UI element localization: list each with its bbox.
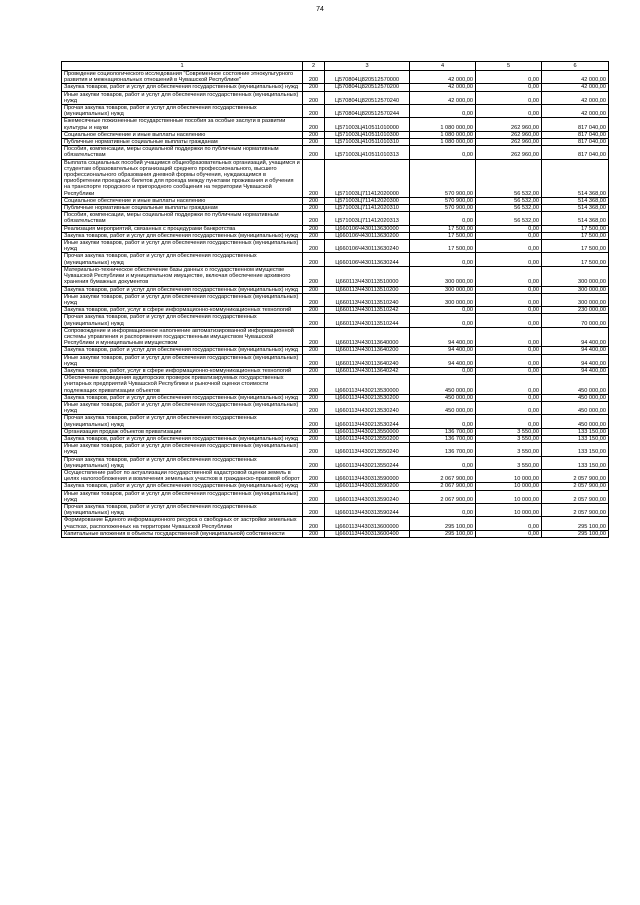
cell-executed: 262 960,00 xyxy=(476,146,542,159)
cell-admin-code: 200 xyxy=(303,327,325,347)
cell-name: Проведение социологического исследования "Современное состояние этнокультурного развития и межнациональных отношений в Чувашской Республике" xyxy=(62,71,303,84)
cell-name: Закупка товаров, работ и услуг для обеспечения государственных (муниципальных) нужд xyxy=(62,394,303,401)
cell-name: Закупка товаров, работ и услуг для обеспечения государственных (муниципальных) нужд xyxy=(62,483,303,490)
cell-executed: 0,00 xyxy=(476,84,542,91)
cell-budget-code: Ц570804Ц820512570000 xyxy=(325,71,410,84)
cell-remaining: 133 150,00 xyxy=(542,435,609,442)
cell-approved: 94 400,00 xyxy=(410,327,476,347)
cell-executed: 0,00 xyxy=(476,240,542,253)
cell-budget-code: Ц660106Ч430113630240 xyxy=(325,240,410,253)
cell-admin-code: 200 xyxy=(303,307,325,314)
cell-approved: 1 080 000,00 xyxy=(410,139,476,146)
cell-budget-code: Ц660113Ч430213550244 xyxy=(325,456,410,469)
cell-remaining: 230 000,00 xyxy=(542,307,609,314)
table-row xyxy=(62,131,609,138)
cell-budget-code: Ц571003Ц711412020300 xyxy=(325,197,410,204)
cell-name: Пособия, компенсации, меры социальной поддержки по публичным нормативным обязательствам xyxy=(62,146,303,159)
table-row xyxy=(62,286,609,293)
cell-executed: 0,00 xyxy=(476,105,542,118)
cell-admin-code: 200 xyxy=(303,394,325,401)
cell-approved: 0,00 xyxy=(410,253,476,266)
cell-executed: 3 550,00 xyxy=(476,435,542,442)
cell-remaining: 133 150,00 xyxy=(542,428,609,435)
cell-budget-code: Ц570804Ц820512570240 xyxy=(325,91,410,104)
cell-remaining: 2 057 900,00 xyxy=(542,483,609,490)
cell-admin-code: 200 xyxy=(303,146,325,159)
cell-remaining: 450 000,00 xyxy=(542,375,609,395)
table-row xyxy=(62,307,609,314)
cell-remaining: 17 500,00 xyxy=(542,232,609,239)
budget-table xyxy=(61,61,609,538)
table-row xyxy=(62,240,609,253)
cell-admin-code: 200 xyxy=(303,490,325,503)
cell-executed: 262 960,00 xyxy=(476,118,542,131)
cell-approved: 0,00 xyxy=(410,367,476,374)
cell-budget-code: Ц571003Ц711412020310 xyxy=(325,205,410,212)
table-row xyxy=(62,205,609,212)
cell-admin-code: 200 xyxy=(303,415,325,428)
cell-name: Иные закупки товаров, работ и услуг для обеспечения государственных (муниципальных) нужд xyxy=(62,354,303,367)
table-row xyxy=(62,314,609,327)
cell-remaining: 817 040,00 xyxy=(542,118,609,131)
cell-approved: 300 000,00 xyxy=(410,286,476,293)
cell-budget-code: Ц660113Ч430113510242 xyxy=(325,307,410,314)
cell-remaining: 2 057 900,00 xyxy=(542,490,609,503)
cell-executed: 0,00 xyxy=(476,253,542,266)
cell-approved: 450 000,00 xyxy=(410,394,476,401)
column-header: 1 xyxy=(62,62,303,71)
cell-name: Сопровождение и информационное наполнение автоматизированной информационной системы управления и распоряжения государственным имуществом Чувашской Республики и муниципальным имуществом xyxy=(62,327,303,347)
cell-budget-code: Ц571003Ц410511010313 xyxy=(325,146,410,159)
cell-budget-code: Ц660113Ч430313590200 xyxy=(325,483,410,490)
cell-executed: 0,00 xyxy=(476,266,542,286)
cell-approved: 17 500,00 xyxy=(410,225,476,232)
cell-name: Закупка товаров, работ и услуг для обеспечения государственных (муниципальных) нужд xyxy=(62,286,303,293)
cell-remaining: 133 150,00 xyxy=(542,443,609,456)
cell-name: Формирование Единого информационного ресурса о свободных от застройки земельных участках, расположенных на территории Чувашской Республики xyxy=(62,517,303,530)
cell-approved: 0,00 xyxy=(410,146,476,159)
cell-remaining: 17 500,00 xyxy=(542,253,609,266)
cell-admin-code: 200 xyxy=(303,253,325,266)
cell-budget-code: Ц660113Ч430113510244 xyxy=(325,314,410,327)
cell-executed: 0,00 xyxy=(476,415,542,428)
cell-remaining: 42 000,00 xyxy=(542,71,609,84)
table-row xyxy=(62,517,609,530)
cell-admin-code: 200 xyxy=(303,469,325,482)
cell-name: Пособия, компенсации, меры социальной поддержки по публичным нормативным обязательствам xyxy=(62,212,303,225)
cell-admin-code: 200 xyxy=(303,131,325,138)
cell-remaining: 514 368,00 xyxy=(542,159,609,197)
cell-admin-code: 200 xyxy=(303,428,325,435)
cell-remaining: 94 400,00 xyxy=(542,347,609,354)
cell-name: Иные закупки товаров, работ и услуг для обеспечения государственных (муниципальных) нужд xyxy=(62,401,303,414)
cell-budget-code: Ц660113Ч430313590244 xyxy=(325,504,410,517)
cell-approved: 570 900,00 xyxy=(410,197,476,204)
table-row xyxy=(62,225,609,232)
cell-remaining: 300 000,00 xyxy=(542,266,609,286)
cell-remaining: 17 500,00 xyxy=(542,225,609,232)
cell-executed: 0,00 xyxy=(476,530,542,537)
cell-name: Закупка товаров, работ, услуг в сфере информационно-коммуникационных технологий xyxy=(62,367,303,374)
table-row xyxy=(62,375,609,395)
table-row xyxy=(62,490,609,503)
cell-executed: 262 960,00 xyxy=(476,131,542,138)
cell-admin-code: 200 xyxy=(303,266,325,286)
cell-executed: 0,00 xyxy=(476,327,542,347)
cell-remaining: 17 500,00 xyxy=(542,240,609,253)
cell-budget-code: Ц660113Ч430213550240 xyxy=(325,443,410,456)
cell-approved: 300 000,00 xyxy=(410,266,476,286)
cell-budget-code: Ц660113Ч430113640000 xyxy=(325,327,410,347)
cell-executed: 3 550,00 xyxy=(476,443,542,456)
table-row xyxy=(62,415,609,428)
column-header: 2 xyxy=(303,62,325,71)
cell-name: Осуществление работ по актуализации государственной кадастровой оценки земель в целях налогообложения и вовлечения земельных участков в гражданско-правовой оборот xyxy=(62,469,303,482)
cell-admin-code: 200 xyxy=(303,197,325,204)
cell-approved: 570 900,00 xyxy=(410,159,476,197)
cell-executed: 0,00 xyxy=(476,71,542,84)
cell-name: Прочая закупка товаров, работ и услуг для обеспечения государственных (муниципальных) нужд xyxy=(62,253,303,266)
table-row xyxy=(62,197,609,204)
cell-admin-code: 200 xyxy=(303,504,325,517)
cell-name: Публичные нормативные социальные выплаты гражданам xyxy=(62,205,303,212)
table-row xyxy=(62,327,609,347)
cell-name: Организация продаж объектов приватизации xyxy=(62,428,303,435)
cell-remaining: 300 000,00 xyxy=(542,293,609,306)
cell-approved: 300 000,00 xyxy=(410,293,476,306)
cell-admin-code: 200 xyxy=(303,530,325,537)
table-row xyxy=(62,354,609,367)
cell-executed: 0,00 xyxy=(476,347,542,354)
cell-admin-code: 200 xyxy=(303,139,325,146)
cell-budget-code: Ц660106Ч430113630244 xyxy=(325,253,410,266)
column-header: 4 xyxy=(410,62,476,71)
cell-approved: 0,00 xyxy=(410,456,476,469)
cell-name: Прочая закупка товаров, работ и услуг для обеспечения государственных (муниципальных) нужд xyxy=(62,456,303,469)
cell-budget-code: Ц660113Ч430213530200 xyxy=(325,394,410,401)
cell-budget-code: Ц660113Ч430113640242 xyxy=(325,367,410,374)
table-row xyxy=(62,139,609,146)
cell-name: Иные закупки товаров, работ и услуг для обеспечения государственных (муниципальных) нужд xyxy=(62,240,303,253)
cell-budget-code: Ц660113Ч430313590240 xyxy=(325,490,410,503)
cell-budget-code: Ц660113Ч430113510000 xyxy=(325,266,410,286)
cell-budget-code: Ц660113Ч430213550200 xyxy=(325,435,410,442)
cell-name: Закупка товаров, работ и услуг для обеспечения государственных (муниципальных) нужд xyxy=(62,84,303,91)
cell-name: Социальное обеспечение и иные выплаты населению xyxy=(62,197,303,204)
cell-approved: 94 400,00 xyxy=(410,347,476,354)
cell-admin-code: 200 xyxy=(303,159,325,197)
cell-remaining: 94 400,00 xyxy=(542,354,609,367)
cell-approved: 2 067 900,00 xyxy=(410,490,476,503)
cell-admin-code: 200 xyxy=(303,71,325,84)
cell-name: Ежемесячные пожизненные государственные пособия за особые заслуги в развитии культуры и науки xyxy=(62,118,303,131)
cell-admin-code: 200 xyxy=(303,293,325,306)
cell-admin-code: 200 xyxy=(303,483,325,490)
cell-approved: 0,00 xyxy=(410,415,476,428)
cell-budget-code: Ц660113Ч430113640200 xyxy=(325,347,410,354)
cell-name: Закупка товаров, работ и услуг для обеспечения государственных (муниципальных) нужд xyxy=(62,435,303,442)
cell-budget-code: Ц660113Ч430113640240 xyxy=(325,354,410,367)
cell-budget-code: Ц660113Ч430313600400 xyxy=(325,530,410,537)
cell-approved: 295 100,00 xyxy=(410,517,476,530)
cell-budget-code: Ц571003Ц711412020000 xyxy=(325,159,410,197)
table-row xyxy=(62,212,609,225)
cell-budget-code: Ц660113Ч430313600000 xyxy=(325,517,410,530)
cell-admin-code: 200 xyxy=(303,91,325,104)
cell-remaining: 514 368,00 xyxy=(542,197,609,204)
cell-admin-code: 200 xyxy=(303,367,325,374)
column-header: 6 xyxy=(542,62,609,71)
cell-remaining: 295 100,00 xyxy=(542,530,609,537)
cell-remaining: 42 000,00 xyxy=(542,91,609,104)
cell-approved: 42 000,00 xyxy=(410,91,476,104)
cell-name: Материально-техническое обеспечение базы данных о государственном имуществе Чувашской Республики и муниципальном имуществе, включая обеспечение архивного хранения бумажных документов xyxy=(62,266,303,286)
cell-executed: 3 550,00 xyxy=(476,456,542,469)
cell-approved: 17 500,00 xyxy=(410,232,476,239)
cell-approved: 42 000,00 xyxy=(410,84,476,91)
cell-admin-code: 200 xyxy=(303,517,325,530)
cell-executed: 0,00 xyxy=(476,225,542,232)
cell-executed: 0,00 xyxy=(476,354,542,367)
cell-executed: 262 960,00 xyxy=(476,139,542,146)
table-row xyxy=(62,530,609,537)
cell-executed: 0,00 xyxy=(476,401,542,414)
cell-approved: 17 500,00 xyxy=(410,240,476,253)
cell-executed: 56 532,00 xyxy=(476,212,542,225)
cell-executed: 56 532,00 xyxy=(476,205,542,212)
cell-remaining: 2 057 900,00 xyxy=(542,504,609,517)
cell-name: Обеспечение проведения аудиторских проверок приватизируемых государственных унитарных предприятий Чувашской Республики и рыночной оценки стоимости подлежащих приватизации объектов xyxy=(62,375,303,395)
cell-name: Закупка товаров, работ, услуг в сфере информационно-коммуникационных технологий xyxy=(62,307,303,314)
cell-remaining: 450 000,00 xyxy=(542,401,609,414)
cell-budget-code: Ц660113Ч430213530240 xyxy=(325,401,410,414)
cell-budget-code: Ц660113Ч430113510200 xyxy=(325,286,410,293)
cell-remaining: 94 400,00 xyxy=(542,327,609,347)
cell-name: Иные закупки товаров, работ и услуг для обеспечения государственных (муниципальных) нужд xyxy=(62,443,303,456)
table-row xyxy=(62,401,609,414)
cell-name: Закупка товаров, работ и услуг для обеспечения государственных (муниципальных) нужд xyxy=(62,232,303,239)
cell-budget-code: Ц570804Ц820512570244 xyxy=(325,105,410,118)
cell-admin-code: 200 xyxy=(303,240,325,253)
cell-approved: 0,00 xyxy=(410,314,476,327)
cell-remaining: 295 100,00 xyxy=(542,517,609,530)
cell-executed: 0,00 xyxy=(476,314,542,327)
cell-budget-code: Ц660113Ч430213550000 xyxy=(325,428,410,435)
cell-admin-code: 200 xyxy=(303,118,325,131)
cell-admin-code: 200 xyxy=(303,435,325,442)
cell-remaining: 42 000,00 xyxy=(542,84,609,91)
cell-approved: 0,00 xyxy=(410,307,476,314)
cell-executed: 10 000,00 xyxy=(476,483,542,490)
cell-remaining: 133 150,00 xyxy=(542,456,609,469)
table-row xyxy=(62,293,609,306)
cell-executed: 0,00 xyxy=(476,293,542,306)
cell-approved: 450 000,00 xyxy=(410,375,476,395)
cell-remaining: 94 400,00 xyxy=(542,367,609,374)
table-body xyxy=(62,71,609,538)
cell-name: Прочая закупка товаров, работ и услуг для обеспечения государственных (муниципальных) нужд xyxy=(62,105,303,118)
cell-executed: 56 532,00 xyxy=(476,159,542,197)
cell-admin-code: 200 xyxy=(303,205,325,212)
cell-remaining: 514 368,00 xyxy=(542,212,609,225)
cell-approved: 450 000,00 xyxy=(410,401,476,414)
cell-budget-code: Ц570804Ц820512570200 xyxy=(325,84,410,91)
cell-executed: 10 000,00 xyxy=(476,504,542,517)
cell-admin-code: 200 xyxy=(303,347,325,354)
cell-name: Выплата социальных пособий учащимся общеобразовательных организаций, учащимся и студентам образовательных организаций среднего профессионального, высшего профессионального образования дневной формы обучения, нуждающимся в приобретении проездных билетов для проезда между пунктами проживания и обучения на транспорте городского и пригородного сообщения на территории Чувашской Республики xyxy=(62,159,303,197)
table-row xyxy=(62,443,609,456)
table-row xyxy=(62,232,609,239)
cell-name: Реализация мероприятий, связанных с процедурами банкротства xyxy=(62,225,303,232)
cell-remaining: 450 000,00 xyxy=(542,415,609,428)
cell-remaining: 2 057 900,00 xyxy=(542,469,609,482)
cell-executed: 3 550,00 xyxy=(476,428,542,435)
cell-approved: 2 067 900,00 xyxy=(410,483,476,490)
cell-remaining: 450 000,00 xyxy=(542,394,609,401)
cell-approved: 0,00 xyxy=(410,212,476,225)
cell-executed: 0,00 xyxy=(476,375,542,395)
table-row xyxy=(62,71,609,84)
cell-remaining: 42 000,00 xyxy=(542,105,609,118)
cell-admin-code: 200 xyxy=(303,286,325,293)
cell-approved: 1 080 000,00 xyxy=(410,118,476,131)
page-number: 74 xyxy=(316,6,324,13)
table-row xyxy=(62,504,609,517)
cell-remaining: 817 040,00 xyxy=(542,131,609,138)
cell-executed: 0,00 xyxy=(476,91,542,104)
cell-admin-code: 200 xyxy=(303,443,325,456)
column-header: 3 xyxy=(325,62,410,71)
table-row xyxy=(62,146,609,159)
table-row xyxy=(62,118,609,131)
table-row xyxy=(62,84,609,91)
table-row xyxy=(62,469,609,482)
table-row xyxy=(62,435,609,442)
cell-executed: 0,00 xyxy=(476,394,542,401)
cell-name: Публичные нормативные социальные выплаты гражданам xyxy=(62,139,303,146)
cell-budget-code: Ц571003Ц410511010000 xyxy=(325,118,410,131)
cell-executed: 0,00 xyxy=(476,517,542,530)
cell-budget-code: Ц571003Ц410511010310 xyxy=(325,139,410,146)
cell-approved: 136 700,00 xyxy=(410,443,476,456)
table-row xyxy=(62,253,609,266)
cell-admin-code: 200 xyxy=(303,225,325,232)
cell-executed: 10 000,00 xyxy=(476,469,542,482)
cell-admin-code: 200 xyxy=(303,375,325,395)
cell-remaining: 300 000,00 xyxy=(542,286,609,293)
cell-admin-code: 200 xyxy=(303,232,325,239)
cell-name: Закупка товаров, работ и услуг для обеспечения государственных (муниципальных) нужд xyxy=(62,347,303,354)
cell-executed: 0,00 xyxy=(476,367,542,374)
table-row xyxy=(62,428,609,435)
cell-executed: 10 000,00 xyxy=(476,490,542,503)
cell-budget-code: Ц571003Ц410511010300 xyxy=(325,131,410,138)
cell-approved: 0,00 xyxy=(410,105,476,118)
table-row xyxy=(62,91,609,104)
cell-executed: 56 532,00 xyxy=(476,197,542,204)
cell-name: Прочая закупка товаров, работ и услуг для обеспечения государственных (муниципальных) нужд xyxy=(62,415,303,428)
cell-admin-code: 200 xyxy=(303,354,325,367)
table-row xyxy=(62,347,609,354)
cell-approved: 42 000,00 xyxy=(410,71,476,84)
cell-budget-code: Ц660113Ч430213530000 xyxy=(325,375,410,395)
cell-admin-code: 200 xyxy=(303,212,325,225)
cell-remaining: 514 368,00 xyxy=(542,205,609,212)
table-row xyxy=(62,105,609,118)
table-row xyxy=(62,456,609,469)
cell-approved: 2 067 900,00 xyxy=(410,469,476,482)
table-row xyxy=(62,159,609,197)
cell-budget-code: Ц660106Ч430113630000 xyxy=(325,225,410,232)
cell-remaining: 817 040,00 xyxy=(542,146,609,159)
cell-admin-code: 200 xyxy=(303,456,325,469)
cell-name: Иные закупки товаров, работ и услуг для обеспечения государственных (муниципальных) нужд xyxy=(62,490,303,503)
cell-budget-code: Ц571003Ц711412020313 xyxy=(325,212,410,225)
cell-name: Иные закупки товаров, работ и услуг для обеспечения государственных (муниципальных) нужд xyxy=(62,293,303,306)
cell-admin-code: 200 xyxy=(303,105,325,118)
cell-remaining: 70 000,00 xyxy=(542,314,609,327)
cell-approved: 1 080 000,00 xyxy=(410,131,476,138)
cell-budget-code: Ц660113Ч430313590000 xyxy=(325,469,410,482)
cell-executed: 0,00 xyxy=(476,286,542,293)
cell-remaining: 817 040,00 xyxy=(542,139,609,146)
cell-approved: 295 100,00 xyxy=(410,530,476,537)
cell-name: Капитальные вложения в объекты государственной (муниципальной) собственности xyxy=(62,530,303,537)
cell-name: Прочая закупка товаров, работ и услуг для обеспечения государственных (муниципальных) нужд xyxy=(62,504,303,517)
cell-approved: 94 400,00 xyxy=(410,354,476,367)
cell-approved: 570 900,00 xyxy=(410,205,476,212)
cell-executed: 0,00 xyxy=(476,232,542,239)
cell-budget-code: Ц660113Ч430213530244 xyxy=(325,415,410,428)
cell-approved: 136 700,00 xyxy=(410,435,476,442)
table-row xyxy=(62,483,609,490)
table-row xyxy=(62,266,609,286)
cell-admin-code: 200 xyxy=(303,401,325,414)
cell-name: Иные закупки товаров, работ и услуг для обеспечения государственных (муниципальных) нужд xyxy=(62,91,303,104)
cell-name: Прочая закупка товаров, работ и услуг для обеспечения государственных (муниципальных) нужд xyxy=(62,314,303,327)
column-header: 5 xyxy=(476,62,542,71)
table-header-row xyxy=(62,62,609,71)
cell-admin-code: 200 xyxy=(303,84,325,91)
cell-admin-code: 200 xyxy=(303,314,325,327)
table-row xyxy=(62,367,609,374)
cell-budget-code: Ц660106Ч430113630200 xyxy=(325,232,410,239)
cell-name: Социальное обеспечение и иные выплаты населению xyxy=(62,131,303,138)
cell-approved: 0,00 xyxy=(410,504,476,517)
cell-budget-code: Ц660113Ч430113510240 xyxy=(325,293,410,306)
cell-approved: 136 700,00 xyxy=(410,428,476,435)
table-row xyxy=(62,394,609,401)
cell-executed: 0,00 xyxy=(476,307,542,314)
